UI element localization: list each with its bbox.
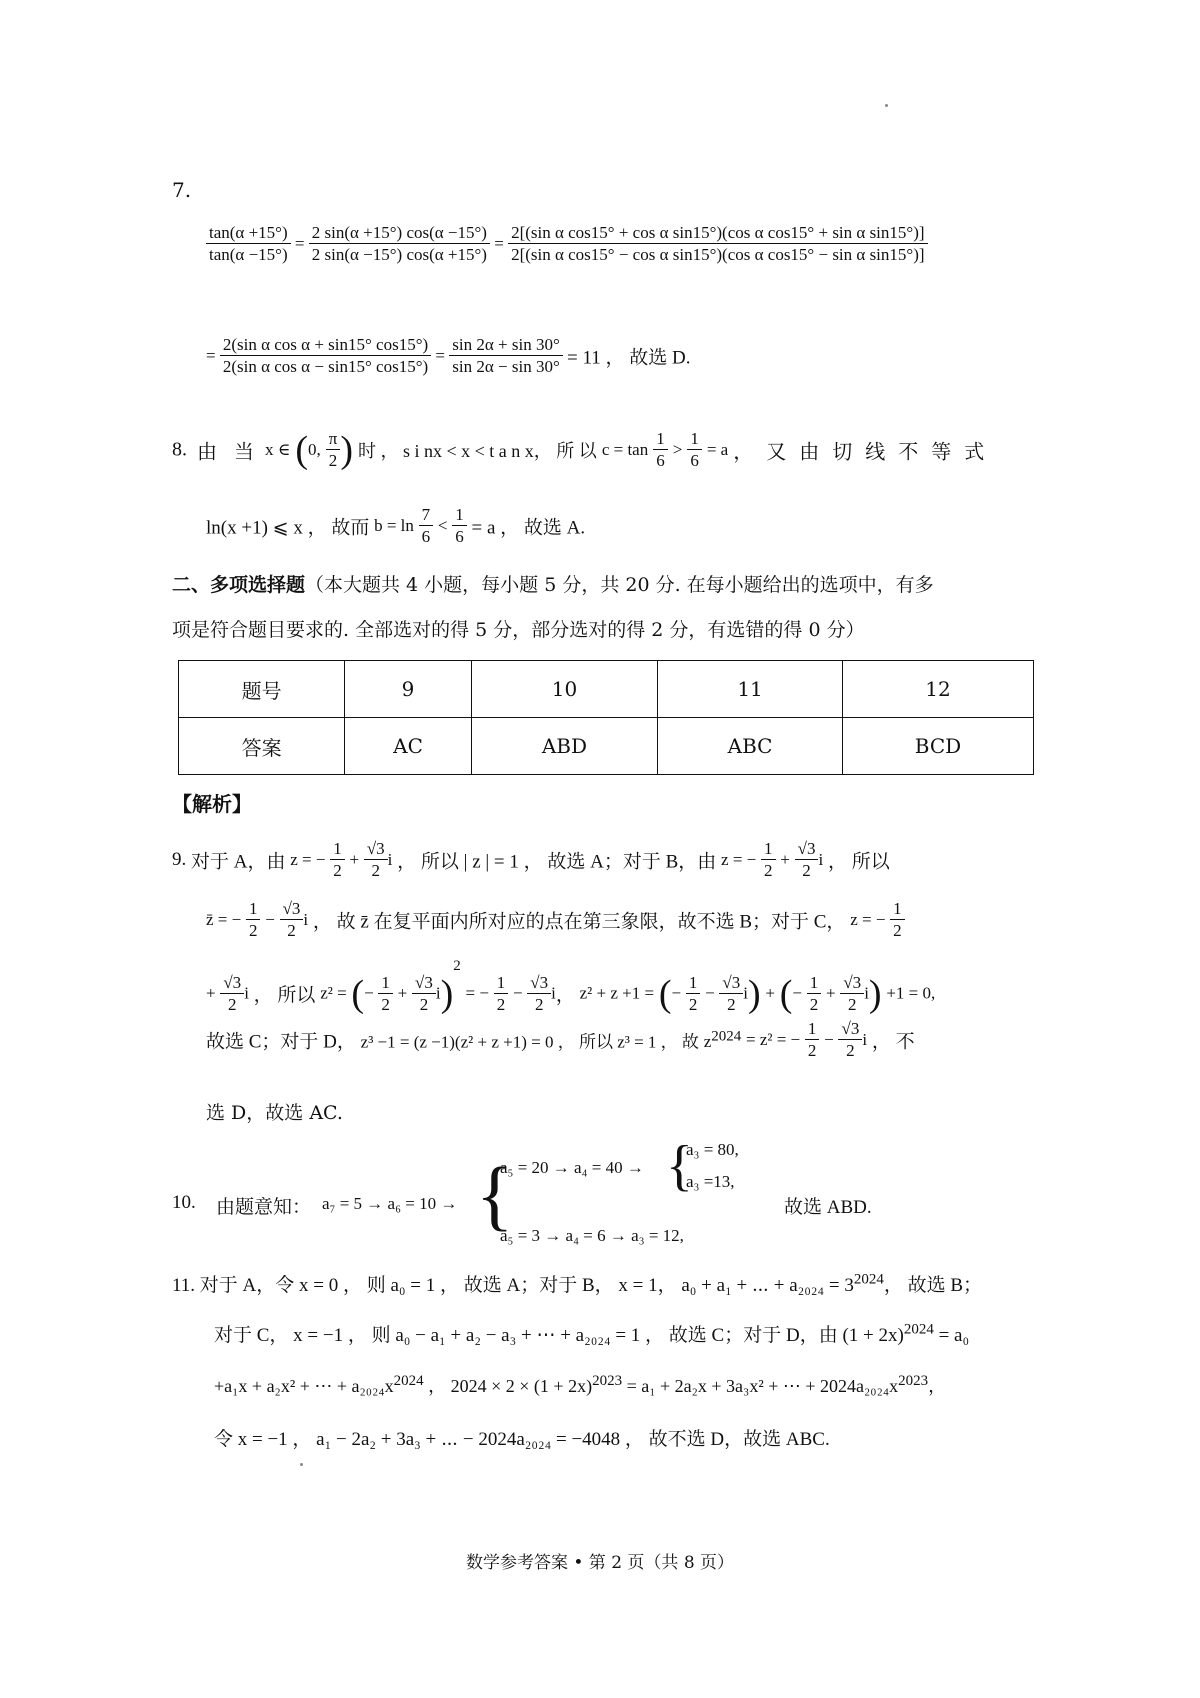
q11-text: = a₀: [938, 1325, 970, 1346]
denominator: 6: [690, 451, 699, 471]
denominator: 2: [893, 921, 902, 941]
q8-text: >: [672, 439, 683, 459]
q8-text: x ∈: [265, 439, 291, 459]
q9-text: i: [862, 1029, 868, 1049]
denominator: 2: [248, 921, 258, 941]
table-row: [179, 661, 1034, 718]
sqrt3-over-2: [220, 972, 244, 1016]
table-cell: 答案: [179, 718, 345, 775]
q8-text: ， 又 由 切 线 不 等 式: [733, 441, 989, 464]
q11-text: ， 2024 × 2 × (1 + 2x): [428, 1376, 593, 1396]
denominator: 2[(sin α cos15° − cos α sin15°)(cos α cos15° − sin α sin15°)]: [511, 245, 925, 265]
numerator: 1: [246, 898, 261, 920]
q9-text: +: [765, 983, 775, 1003]
speck: [300, 1463, 303, 1466]
numerator: 1: [452, 504, 467, 526]
q8-text: c = tan: [601, 439, 649, 459]
denominator: 2: [534, 995, 544, 1015]
q11-line3: [214, 1372, 946, 1398]
numerator: √3: [719, 972, 743, 994]
numerator: 1: [687, 428, 702, 450]
sqrt3-over-2: [795, 838, 819, 882]
denominator: 2: [846, 1041, 855, 1061]
q9-number: 9.: [172, 848, 187, 870]
table-cell: 11: [658, 661, 843, 718]
q9-text: i: [435, 983, 441, 1003]
paren-left: (: [295, 428, 308, 471]
q9-line5: 选 D，故选 AC.: [206, 1102, 343, 1124]
q9-text: z² =: [320, 983, 347, 1003]
q8-text: 0,: [308, 439, 321, 459]
q8-text: 由 当: [197, 441, 260, 464]
q10-text: 由题意知：: [216, 1197, 312, 1218]
q9-text: i: [818, 849, 824, 869]
q7-frac5: [449, 334, 562, 378]
sqrt3-over-2: [838, 1018, 862, 1062]
denominator: 6: [656, 451, 665, 471]
denominator: 2: [802, 861, 811, 881]
paren-right: ): [340, 428, 353, 471]
q8-text: = a ， 故选 A.: [471, 517, 586, 539]
numerator: 1: [890, 898, 905, 920]
q11-text: 对于 C， x = −1 ， 则 a₀ − a₁ + a₂ − a₃ + ⋯ + a₂₀₂₄ = 1 ， 故选 C；对于 D，由 (1 + 2x): [214, 1325, 904, 1346]
table-row: [179, 718, 1034, 775]
numerator: π: [326, 428, 341, 450]
numerator: 2 sin(α +15°) cos(α −15°): [309, 222, 490, 244]
denominator: sin 2α − sin 30°: [452, 357, 560, 377]
q11-number: 11.: [172, 1275, 196, 1296]
numerator: √3: [364, 838, 388, 860]
superscript: 2: [453, 958, 461, 974]
q7-frac1: [206, 222, 291, 266]
q9-text: ， 所以 | z | = 1 ， 故选 A；对于 B，由: [397, 851, 717, 873]
numerator: 1: [653, 428, 668, 450]
q7-line2: = $\frac{\text{2(sin α cos α + sin15° cos15°)}}{\text{2(sin α cos α − sin15° cos15°)}}$ = $\frac{\sin 2\alpha + \sin 30^\circ}{\sin 2\alpha - \sin 30^\circ}$ = 11 ， 故选 D.: [206, 335, 691, 377]
q9-text: z = −: [850, 909, 886, 929]
superscript: 2024: [393, 1373, 424, 1389]
numerator: 1: [807, 972, 822, 994]
q9-text: z = −: [290, 849, 326, 869]
q7-number: 7.: [172, 178, 192, 202]
q8-text: 时 ， s i nx < x < t a n x， 所 以: [358, 440, 597, 461]
superscript: 2023: [898, 1373, 929, 1389]
paren-left: (: [779, 972, 793, 1015]
q9-text: −: [705, 983, 715, 1003]
table-cell: 题号: [179, 661, 345, 718]
pi-over-2: [326, 428, 341, 472]
q9-text: +: [397, 983, 408, 1003]
paren-right: ): [440, 972, 454, 1015]
numerator: √3: [412, 972, 436, 994]
numerator: √3: [527, 972, 551, 994]
denominator: 2: [727, 995, 736, 1015]
denominator: 2: [287, 921, 296, 941]
q9-text: ， 故 z̄ 在复平面内所对应的点在第三象限，故不选 B；对于 C，: [312, 911, 846, 933]
numerator: √3: [838, 1018, 862, 1040]
numerator: 1: [330, 838, 345, 860]
q10-inner-top: a₃ = 80,: [686, 1140, 739, 1159]
section2-line1: [172, 570, 934, 597]
q10-branch-bottom: a₅ = 3 → a₄ = 6 → a₃ = 12,: [500, 1226, 684, 1245]
q9-text: −: [265, 909, 275, 929]
numerator: sin 2α + sin 30°: [449, 334, 562, 356]
numerator: 2[(sin α cos15° + cos α sin15°)(cos α cos15° + sin α sin15°)]: [508, 222, 927, 244]
superscript: 2024: [903, 1321, 934, 1338]
half: [246, 898, 261, 942]
denominator: 6: [421, 527, 431, 547]
table-cell: 9: [345, 661, 472, 718]
q10-inner-bottom: a₃ =13,: [686, 1172, 735, 1191]
half: [807, 972, 822, 1016]
q11-line2: [214, 1320, 969, 1347]
half: [378, 972, 393, 1016]
q9-text: +: [826, 983, 836, 1003]
paren-right: ): [868, 972, 882, 1015]
seven-sixths: [419, 504, 434, 548]
denominator: 2: [419, 995, 429, 1015]
numerator: 1: [378, 972, 393, 994]
paren-right: ): [748, 972, 761, 1015]
numerator: 2(sin α cos α + sin15° cos15°): [220, 334, 431, 356]
half: [890, 898, 905, 942]
q9-text: = −: [465, 983, 489, 1003]
q9-text: −: [824, 1029, 834, 1049]
answer-table: [178, 660, 1034, 775]
table-cell: 10: [471, 661, 657, 718]
table-cell: AC: [345, 718, 472, 775]
q11-text: = a₁ + 2a₂x + 3a₃x² + ⋯ + 2024a₂₀₂₄x: [626, 1376, 899, 1396]
q7-result: = 11 ， 故选 D.: [567, 347, 691, 369]
half: [805, 1018, 820, 1062]
q7-frac4: [220, 334, 431, 378]
denominator: 2(sin α cos α − sin15° cos15°): [222, 357, 429, 377]
half: [330, 838, 345, 882]
numerator: tan(α +15°): [206, 222, 291, 244]
q9-text: ， 所以: [253, 985, 316, 1007]
denominator: 2: [371, 861, 380, 881]
denominator: tan(α −15°): [209, 245, 288, 265]
section-desc: （本大题共 4 小题，每小题 5 分，共 20 分. 在每小题给出的选项中，有多: [305, 574, 934, 596]
q10-text: 故选 ABD.: [784, 1197, 872, 1218]
denominator: 2: [333, 861, 342, 881]
q10-chain: a₇ = 5 → a₆ = 10 →: [322, 1194, 458, 1213]
q9-text: +: [780, 849, 790, 869]
q9-text: +1 = 0,: [886, 983, 936, 1003]
half: [494, 972, 509, 1016]
table-cell: BCD: [842, 718, 1033, 775]
table-cell: ABC: [658, 718, 843, 775]
numerator: √3: [220, 972, 244, 994]
q9-line3: + $\frac{√3}{2}$ i ， 所以 z² = (− $\frac{1}{2}$ + $\frac{√3}{2}$ i)$^2$ = − $\frac{1}{2}$ − $\frac{√3}{2}$ i， z² + z +1 = (− $\frac{1}{2}$ − $\frac{√3}{2}$ i) + (− $\frac{1}{2}$ + $\frac{√3}{2}$ i) +1 = 0,: [206, 958, 936, 1015]
q9-text: i: [244, 983, 249, 1003]
q11-text: ，: [928, 1376, 947, 1396]
q9-text: 故选 C；对于 D，: [206, 1031, 356, 1053]
numerator: √3: [280, 898, 304, 920]
brace-outer: {: [476, 1151, 514, 1238]
denominator: 2: [688, 995, 698, 1015]
paren-left: (: [351, 972, 365, 1015]
numerator: √3: [840, 972, 864, 994]
superscript: 2024: [711, 1027, 742, 1044]
section2-line2: 项是符合题目要求的. 全部选对的得 5 分，部分选对的得 2 分，有选错的得 0 分）: [172, 619, 865, 641]
q11-text: 对于 A，令 x = 0 ， 则 a₀ = 1 ， 故选 A；对于 B， x = 1， a₀ + a₁ + ⋯ + a₂₀₂₄ = 3: [199, 1275, 854, 1296]
denominator: 2: [228, 995, 237, 1015]
q7-line1: $\frac{\tan(\alpha +15^\circ)}{\tan(\alpha -15^\circ)}$ = $\frac{2 \sin(\alpha +15^\circ) \cos(\alpha -15^\circ)}{2 \sin(\alpha -15^\circ) \cos(\alpha +15^\circ)}$ = 2[(sin α cos15° + cos α sin15°)(cos α cos15° + sin α sin15°)] 2[(sin α cos15° − cos α sin15°)(cos α cos15° − sin α sin15°)]: [206, 222, 928, 266]
q8-text: <: [437, 515, 448, 535]
numerator: 1: [805, 1018, 820, 1040]
numerator: 1: [494, 972, 509, 994]
q9-line2: [206, 898, 905, 942]
q9-text: 对于 A，由: [191, 851, 286, 873]
q9-text: i: [303, 909, 309, 929]
one-sixth: [653, 428, 668, 472]
half: [761, 838, 776, 882]
paren-left: (: [658, 972, 672, 1015]
q9-text: z² + z +1 =: [579, 983, 655, 1003]
numerator: 1: [761, 838, 776, 860]
section-heading: 二、多项选择题: [172, 574, 306, 596]
denominator: 2: [809, 995, 819, 1015]
page-footer: 数学参考答案 • 第 2 页（共 8 页）: [465, 1553, 735, 1573]
sqrt3-over-2: [364, 838, 388, 882]
q10-branch-top: a₅ = 20 → a₄ = 40 →: [500, 1158, 644, 1177]
q11-text: ， 故选 B；: [883, 1275, 983, 1296]
q9-text: i: [864, 983, 869, 1003]
table-cell: 12: [842, 661, 1033, 718]
sqrt3-over-2: [280, 898, 304, 942]
q7-frac2: [309, 222, 490, 266]
q11-line4: 令 x = −1 ， a₁ − 2a₂ + 3a₃ + ⋯ − 2024a₂₀₂₄ = −4048 ， 故不选 D，故选 ABC.: [214, 1429, 830, 1450]
table-cell: ABD: [471, 718, 657, 775]
q9-text: ， 不: [871, 1031, 915, 1053]
q8-line1: [172, 428, 988, 472]
numerator: √3: [795, 838, 819, 860]
sqrt3-over-2: [412, 972, 436, 1016]
q9-text: z³ −1 = (z −1)(z² + z +1) = 0 ， 所以 z³ = 1 ， 故: [360, 1032, 699, 1052]
q11-line1: [172, 1270, 982, 1297]
q9-text: ，: [555, 985, 575, 1007]
q8-text: b = ln: [374, 515, 414, 535]
denominator: 2: [496, 995, 506, 1015]
q8-text: = a: [706, 439, 729, 459]
q8-number: 8.: [172, 438, 187, 461]
speck: [885, 104, 888, 107]
half: [686, 972, 701, 1016]
denominator: 2: [807, 1041, 817, 1061]
q9-text: z̄ = −: [206, 909, 242, 929]
denominator: 2: [764, 861, 773, 881]
one-sixth: [687, 428, 702, 472]
q9-text: z: [703, 1031, 712, 1051]
analysis-label: 【解析】: [172, 792, 252, 816]
q8-text: ln(x +1) ⩽ x ， 故而: [206, 517, 370, 539]
q9-text: i: [387, 849, 393, 869]
q9-text: ， 所以: [827, 851, 890, 873]
q9-line1: [172, 838, 890, 882]
q9-text: +: [206, 983, 216, 1003]
brace-inner: {: [666, 1135, 693, 1197]
q9-text: = z² = −: [745, 1029, 801, 1049]
superscript: 2024: [853, 1271, 884, 1288]
q10-number: 10.: [172, 1192, 196, 1213]
numerator: 7: [419, 504, 434, 526]
q9-text: +: [349, 849, 360, 869]
q8-line2: [206, 504, 585, 548]
denominator: 2: [381, 995, 390, 1015]
numerator: 1: [686, 972, 701, 994]
sqrt3-over-2: [840, 972, 864, 1016]
denominator: 2: [848, 995, 857, 1015]
q9-text: i: [551, 983, 556, 1003]
denominator: 2: [328, 451, 338, 471]
q9-text: i: [743, 983, 748, 1003]
q9-line4: [206, 1018, 915, 1062]
denominator: 2 sin(α −15°) cos(α +15°): [311, 245, 487, 265]
sqrt3-over-2: [719, 972, 743, 1016]
sqrt3-over-2: [527, 972, 551, 1016]
superscript: 2023: [592, 1373, 623, 1389]
q11-text: +a₁x + a₂x² + ⋯ + a₂₀₂₄x: [214, 1376, 394, 1396]
q7-frac3: [508, 222, 927, 266]
one-sixth: [452, 504, 467, 548]
denominator: 6: [455, 527, 464, 547]
q9-text: −: [512, 983, 523, 1003]
q9-text: z = −: [721, 849, 757, 869]
